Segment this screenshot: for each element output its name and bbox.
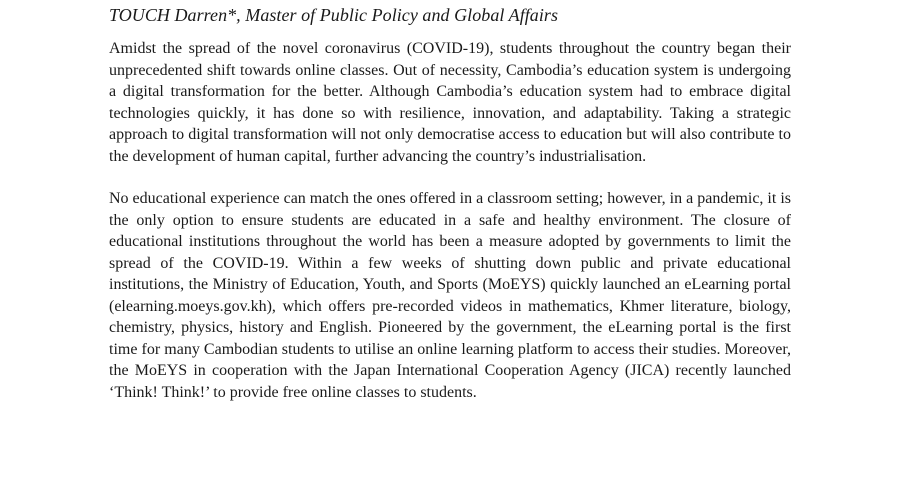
document-page — [109, 0, 791, 403]
paragraph-2: No educational experience can match the ones offered in a classroom setting; however, in a pandemic, it is the only option to ensure students are educated in a safe and healthy environment. The closure of educational institutions throughout the world has been a measure adopted by governments to limit the spread of the COVID-19. Within a few weeks of shutting down public and private educational institutions, the Ministry of Education, Youth, and Sports (MoEYS) quickly launched an eLearning portal (elearning.moeys.gov.kh), which offers pre-recorded videos in mathematics, Khmer literature, biology, chemistry, physics, history and English. Pioneered by the government, the eLearning portal is the first time for many Cambodian students to utilise an online learning platform to access their studies. Moreover, the MoEYS in cooperation with the Japan International Cooperation Agency (JICA) recently launched ‘Think! Think!’ to provide free online classes to students. — [109, 190, 791, 401]
paragraph-1: Amidst the spread of the novel coronavirus (COVID-19), students throughout the country began their unprecedented shift towards online classes. Out of necessity, Cambodia’s education system is undergoing a digital transformation for the better. Although Cambodia’s education system had to embrace digital technologies quickly, it has done so with resilience, innovation, and adaptability. Taking a strategic approach to digital transformation will not only democratise access to education but will also contribute to the development of human capital, further advancing the country’s industrialisation. — [109, 40, 791, 165]
author-line: TOUCH Darren*, Master of Public Policy and Global Affairs — [109, 5, 559, 25]
